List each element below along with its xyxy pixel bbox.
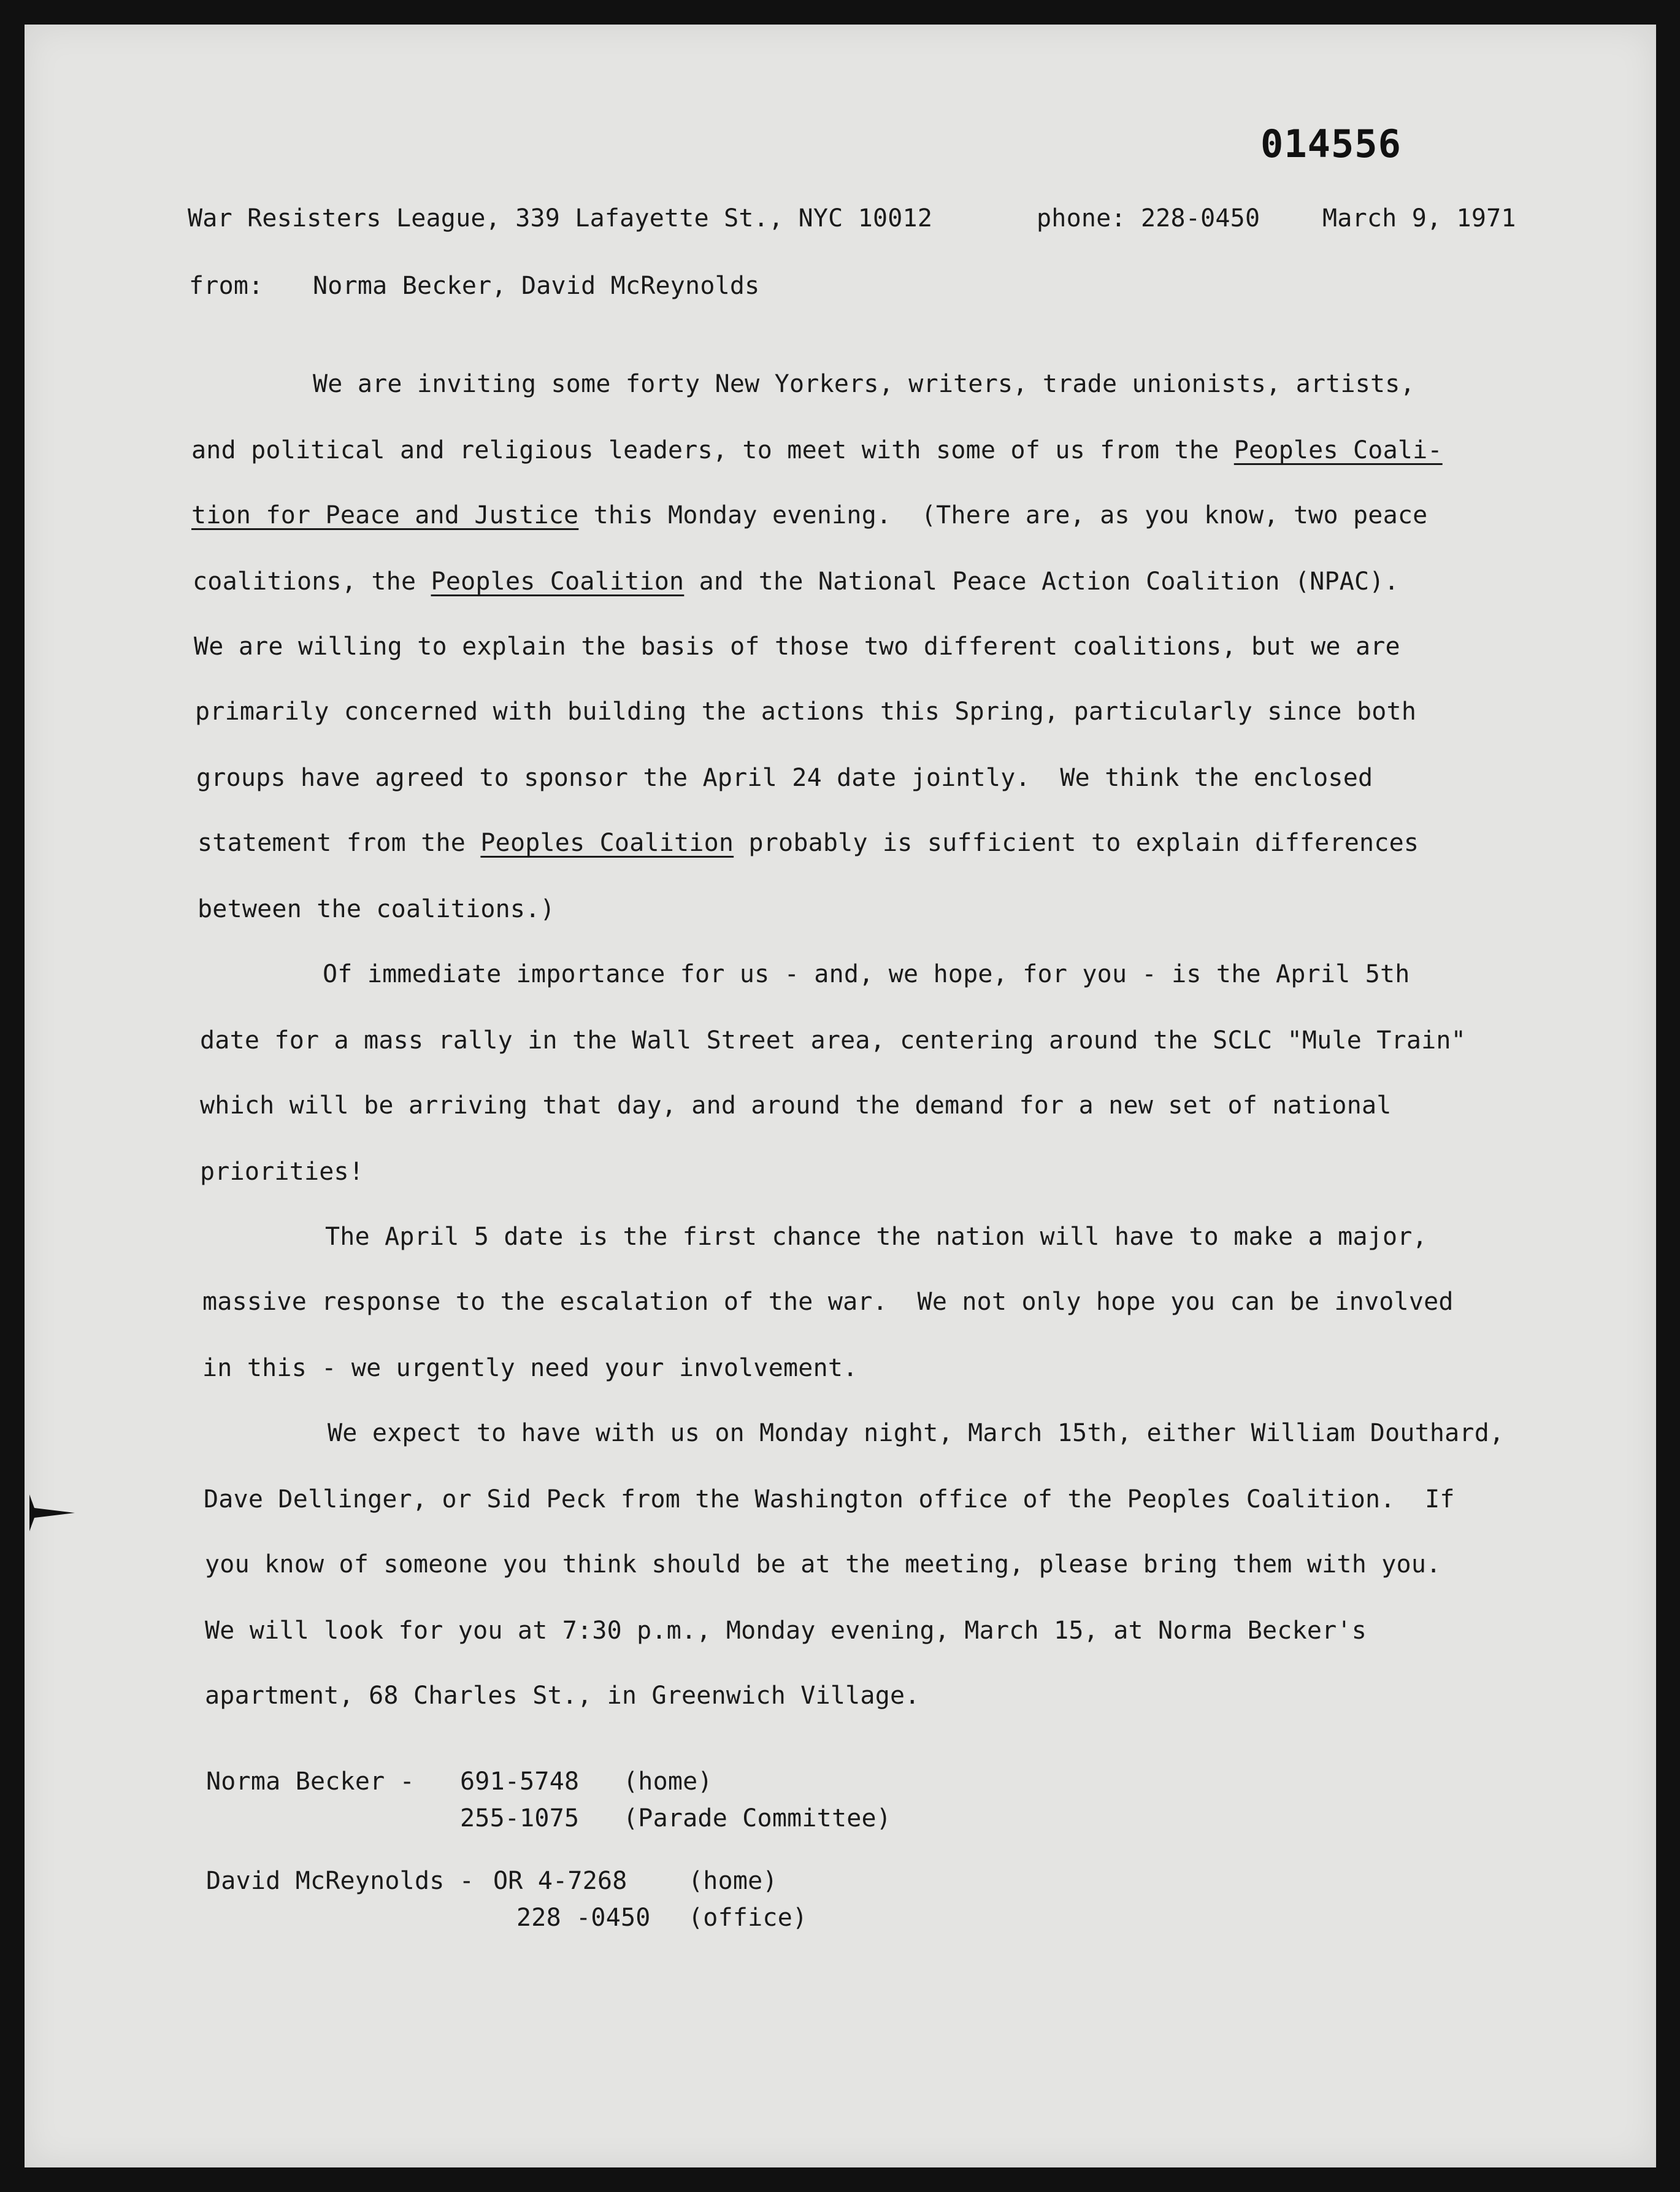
header-org-line: War Resisters League, 339 Lafayette St., NYC 10012 bbox=[188, 204, 933, 233]
header-phone: phone: 228-0450 bbox=[1037, 204, 1260, 233]
contact-phone-label: (home) bbox=[623, 1767, 713, 1796]
contact-phone: 228 -0450 bbox=[516, 1904, 651, 1932]
p1-line-8 bbox=[198, 831, 1419, 855]
contact-phone: 691-5748 bbox=[460, 1767, 580, 1796]
contact-name: David McReynolds - bbox=[206, 1867, 475, 1895]
p4-line-5: apartment, 68 Charles St., in Greenwich Village. bbox=[205, 1682, 920, 1710]
contact-phone: 255-1075 bbox=[460, 1804, 580, 1832]
document-page bbox=[25, 25, 1656, 2167]
p1-line-6: primarily concerned with building the actions this Spring, particularly since both bbox=[195, 698, 1417, 726]
p1-coalition-name: tion for Peace and Justice bbox=[191, 501, 579, 529]
p1-line-9: between the coalitions.) bbox=[198, 895, 555, 923]
p2-line-2: date for a mass rally in the Wall Street area, centering around the SCLC "Mule Train" bbox=[200, 1026, 1466, 1055]
p4-line-4: We will look for you at 7:30 p.m., Monday evening, March 15, at Norma Becker's bbox=[205, 1617, 1367, 1645]
p1-line-3b: this Monday evening. (There are, as you know, two peace bbox=[593, 501, 1428, 529]
p1-line-2a: and political and religious leaders, to meet with some of us from the bbox=[191, 436, 1219, 464]
p4-line-2: Dave Dellinger, or Sid Peck from the Washington office of the Peoples Coalition. If bbox=[204, 1485, 1455, 1513]
p2-line-3: which will be arriving that day, and around the demand for a new set of national bbox=[200, 1091, 1392, 1120]
p1-line-8a: statement from the bbox=[198, 829, 466, 857]
from-names: Norma Becker, David McReynolds bbox=[313, 272, 760, 300]
contact-phone: OR 4-7268 bbox=[493, 1867, 627, 1895]
contact-phone-label: (Parade Committee) bbox=[623, 1804, 892, 1832]
p1-line-2 bbox=[191, 438, 1443, 463]
p1-peoples-coalition-2: Peoples Coalition bbox=[431, 567, 685, 596]
header-date: March 9, 1971 bbox=[1322, 204, 1516, 233]
p1-line-4a: coalitions, the bbox=[193, 567, 416, 596]
registration-arrow-icon bbox=[28, 1494, 77, 1531]
p1-line-1: We are inviting some forty New Yorkers, writers, trade unionists, artists, bbox=[313, 370, 1415, 398]
p3-line-1: The April 5 date is the first chance the nation will have to make a major, bbox=[325, 1223, 1427, 1251]
p1-line-8c: probably is sufficient to explain differences bbox=[748, 829, 1419, 857]
p1-peoples-coalition-link-1: Peoples Coali- bbox=[1233, 436, 1443, 464]
contact-phone-label: (office) bbox=[688, 1904, 808, 1932]
p3-line-3: in this - we urgently need your involvement. bbox=[202, 1354, 858, 1382]
p1-peoples-coalition-3: Peoples Coalition bbox=[480, 829, 734, 857]
contact-name: Norma Becker - bbox=[206, 1767, 415, 1796]
p4-line-3: you know of someone you think should be at the meeting, please bring them with you. bbox=[205, 1550, 1441, 1579]
p4-line-1: We expect to have with us on Monday night, March 15th, either William Douthard, bbox=[328, 1419, 1505, 1447]
p1-line-4c: and the National Peace Action Coalition (NPAC). bbox=[699, 567, 1399, 596]
p3-line-2: massive response to the escalation of the war. We not only hope you can be involved bbox=[202, 1288, 1454, 1316]
p1-line-4 bbox=[193, 569, 1399, 594]
p2-line-1: Of immediate importance for us - and, we hope, for you - is the April 5th bbox=[323, 960, 1410, 988]
contact-phone-label: (home) bbox=[688, 1867, 778, 1895]
document-id: 014556 bbox=[1260, 121, 1402, 166]
p1-line-7: groups have agreed to sponsor the April 24 date jointly. We think the enclosed bbox=[196, 764, 1373, 792]
p1-line-5: We are willing to explain the basis of those two different coalitions, but we are bbox=[194, 633, 1400, 661]
from-label: from: bbox=[189, 272, 264, 300]
p1-line-3 bbox=[191, 503, 1427, 528]
p2-line-4: priorities! bbox=[200, 1158, 364, 1186]
